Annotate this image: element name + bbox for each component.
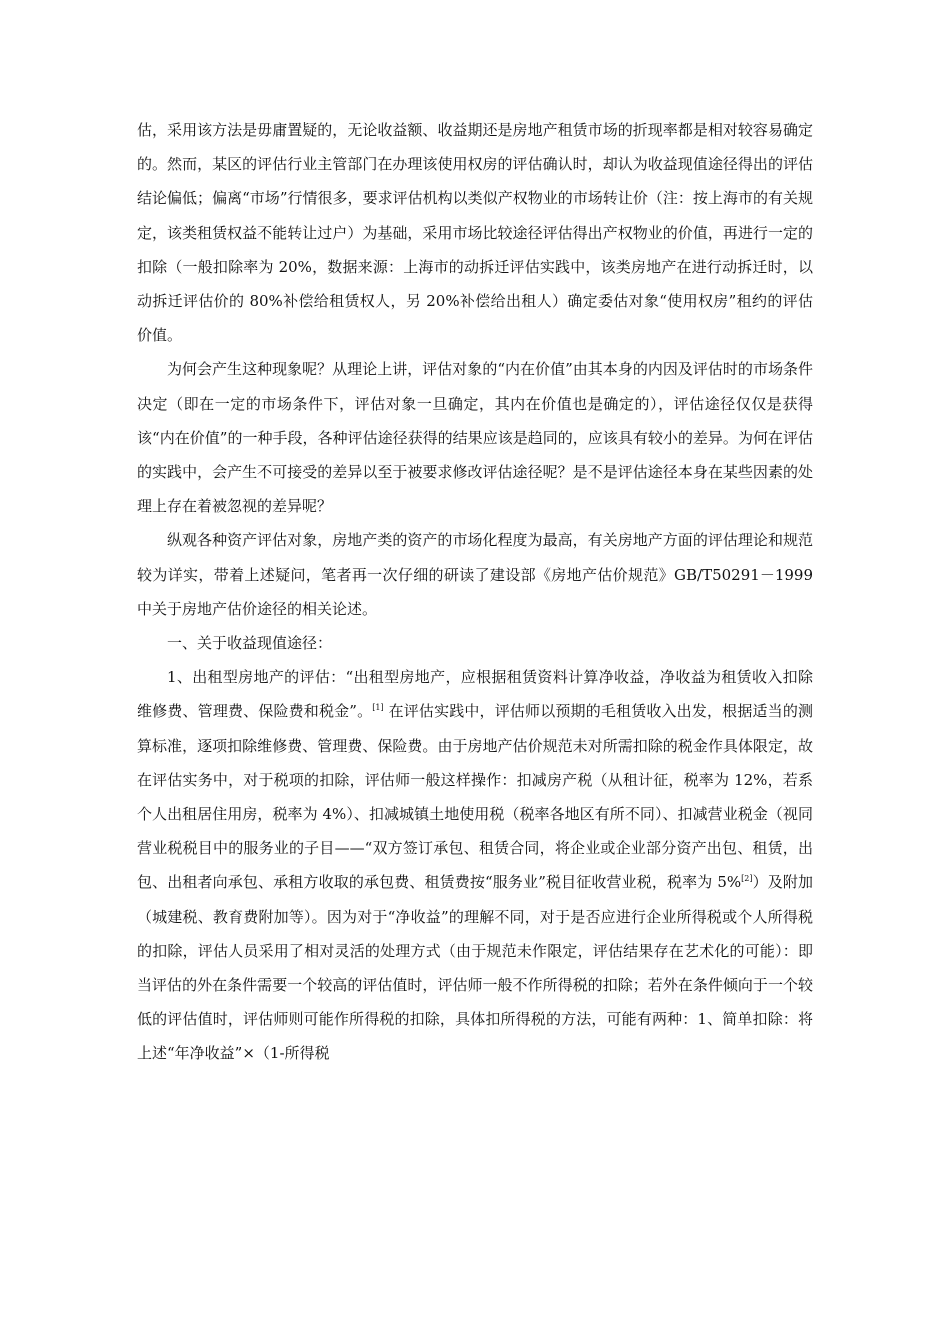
paragraph-continuation xyxy=(137,113,813,352)
document-body xyxy=(137,113,813,1071)
footnote-ref-2[interactable]: [2] xyxy=(741,874,753,884)
footnote-ref-1[interactable]: [1] xyxy=(372,703,384,713)
paragraph-text: 为何会产生这种现象呢？从理论上讲，评估对象的“内在价值”由其本身的内因及评估时的市场条件决定（即在一定的市场条件下，评估对象一旦确定，其内在价值也是确定的），评估途径仅仅是获得该“内在价值”的一种手段，各种评估途径获得的结果应该是趋同的，应该具有较小的差异。为何在评估的实践中，会产生不可接受的差异以至于被要求修改评估途径呢？是不是评估途径本身在某些因素的处理上存在着被忽视的差异呢？ xyxy=(137,360,813,516)
paragraph-overview xyxy=(137,523,813,626)
paragraph-text: ）及附加（城建税、教育费附加等）。因为对于“净收益”的理解不同，对于是否应进行企业所得税或个人所得税的扣除，评估人员采用了相对灵活的处理方式（由于规范未作限定，评估结果存在艺术化的可能）：即当评估的外在条件需要一个较高的评估值时，评估师一般不作所得税的扣除；若外在条件倾向于一个较低的评估值时，评估师则可能作所得税的扣除，具体扣所得税的方法，可能有两种：1、简单扣除：将上述“年净收益”×（1-所得税 xyxy=(137,873,813,1063)
paragraph-why-phenomenon xyxy=(137,352,813,523)
paragraph-text: 纵观各种资产评估对象，房地产类的资产的市场化程度为最高，有关房地产方面的评估理论和规范较为详实，带着上述疑问，笔者再一次仔细的研读了建设部《房地产估价规范》GB/T50291－1999 中关于房地产估价途径的相关论述。 xyxy=(137,531,813,618)
section-heading-income-approach xyxy=(137,626,813,660)
paragraph-rental-property xyxy=(137,660,813,1070)
paragraph-text: 在评估实践中，评估师以预期的毛租赁收入出发，根据适当的测算标准，逐项扣除维修费、管理费、保险费。由于房地产估价规范未对所需扣除的税金作具体限定，故在评估实务中，对于税项的扣除，评估师一般这样操作：扣减房产税（从租计征，税率为 12%，若系个人出租居住用房，税率为 4%）、扣减城镇土地使用税（税率各地区有所不同）、扣减营业税金（视同营业税税目中的服务业的子目——“双方签订承包、租赁合同，将企业或企业部分资产出包、租赁，出包、出租者向承包、承租方收取的承包费、租赁费按“服务业”税目征收营业税，税率为 5% xyxy=(137,702,813,892)
paragraph-text: 1、出租型房地产的评估：“出租型房地产，应根据租赁资料计算净收益，净收益为租赁收入扣除维修费、管理费、保险费和税金”。 xyxy=(137,668,813,721)
section-heading-text: 一、关于收益现值途径： xyxy=(167,634,333,653)
paragraph-text: 估，采用该方法是毋庸置疑的，无论收益额、收益期还是房地产租赁市场的折现率都是相对较容易确定的。然而，某区的评估行业主管部门在办理该使用权房的评估确认时，却认为收益现值途径得出的评估结论偏低；偏离“市场”行情很多，要求评估机构以类似产权物业的市场转让价（注：按上海市的有关规定，该类租赁权益不能转让过户）为基础，采用市场比较途径评估得出产权物业的价值，再进行一定的扣除（一般扣除率为 20%，数据来源：上海市的动拆迁评估实践中，该类房地产在进行动拆迁时，以动拆迁评估价的 80%补偿给租赁权人，另 20%补偿给出租人）确定委估对象“使用权房”租约的评估价值。 xyxy=(137,121,813,345)
